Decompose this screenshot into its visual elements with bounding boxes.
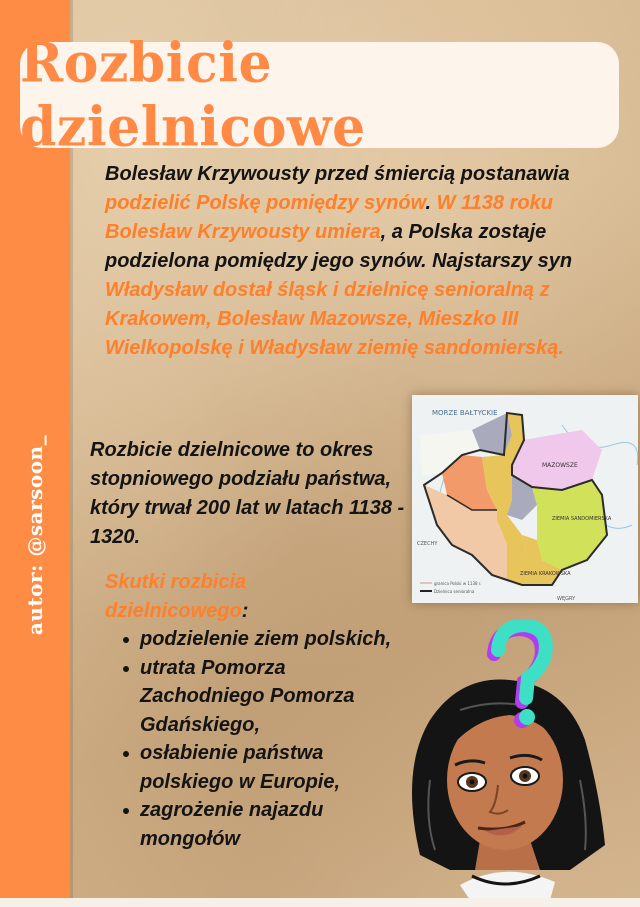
map-legend-item: granica Polski w 1138 r. [434, 581, 482, 586]
map-image [412, 395, 638, 603]
poland-division-map [412, 395, 638, 603]
avatar [400, 620, 630, 900]
intro-text: Bolesław Krzywousty przed śmiercią postanawia [105, 163, 570, 185]
effects-list [121, 625, 395, 853]
title-card [20, 30, 619, 160]
page-title: Rozbicie dzielnicowe [20, 30, 366, 160]
intro-highlight: podzielić Polskę pomiędzy synów [105, 192, 426, 214]
bitmoji-avatar-icon [400, 620, 630, 900]
intro-text: , a Polska zostaje podzielona pomiędzy jego synów. Najstarszy syn [105, 221, 573, 272]
effects-title: Skutki rozbicia dzielnicowego [105, 571, 247, 622]
author-credit: autor: @sarsoon_ [23, 434, 47, 636]
list-item: utrata Pomorza Zachodniego Pomorza Gdańskiego, [121, 654, 395, 740]
map-label-czechy: CZECHY [417, 541, 438, 547]
map-label-sea: MORZE BAŁTYCKIE [432, 409, 498, 417]
intro-paragraph [105, 160, 595, 363]
map-label-krakowska: ZIEMIA KRAKOWSKA [520, 571, 571, 577]
list-item: osłabienie państwa polskiego w Europie, [121, 739, 395, 796]
effects-heading [105, 568, 395, 625]
map-legend-item: Dzielnica senioralna [434, 589, 475, 594]
list-item: podzielenie ziem polskich, [121, 625, 395, 654]
intro-text: . [425, 192, 437, 214]
map-label-mazowsze: MAZOWSZE [542, 462, 578, 469]
intro-highlight: W 1138 roku Bolesław Krzywousty umiera [105, 192, 553, 243]
effects-section [105, 568, 395, 853]
map-label-sandomierska: ZIEMIA SANDOMIERSKA [552, 516, 612, 522]
effects-title-colon: : [241, 599, 249, 622]
bottom-strip [0, 898, 640, 907]
definition-paragraph: Rozbicie dzielnicowe to okres stopniowego podziału państwa, który trwał 200 lat w latach 1138 - 1320. [90, 439, 405, 548]
map-label-wegry: WĘGRY [557, 596, 576, 602]
list-item: zagrożenie najazdu mongołów [121, 796, 395, 853]
intro-highlight: Władysław dostał śląsk i dzielnicę senioralną z Krakowem, Bolesław Mazowsze, Mieszko III Wielkopolskę i Władysław ziemię sandomierską. [105, 279, 564, 359]
